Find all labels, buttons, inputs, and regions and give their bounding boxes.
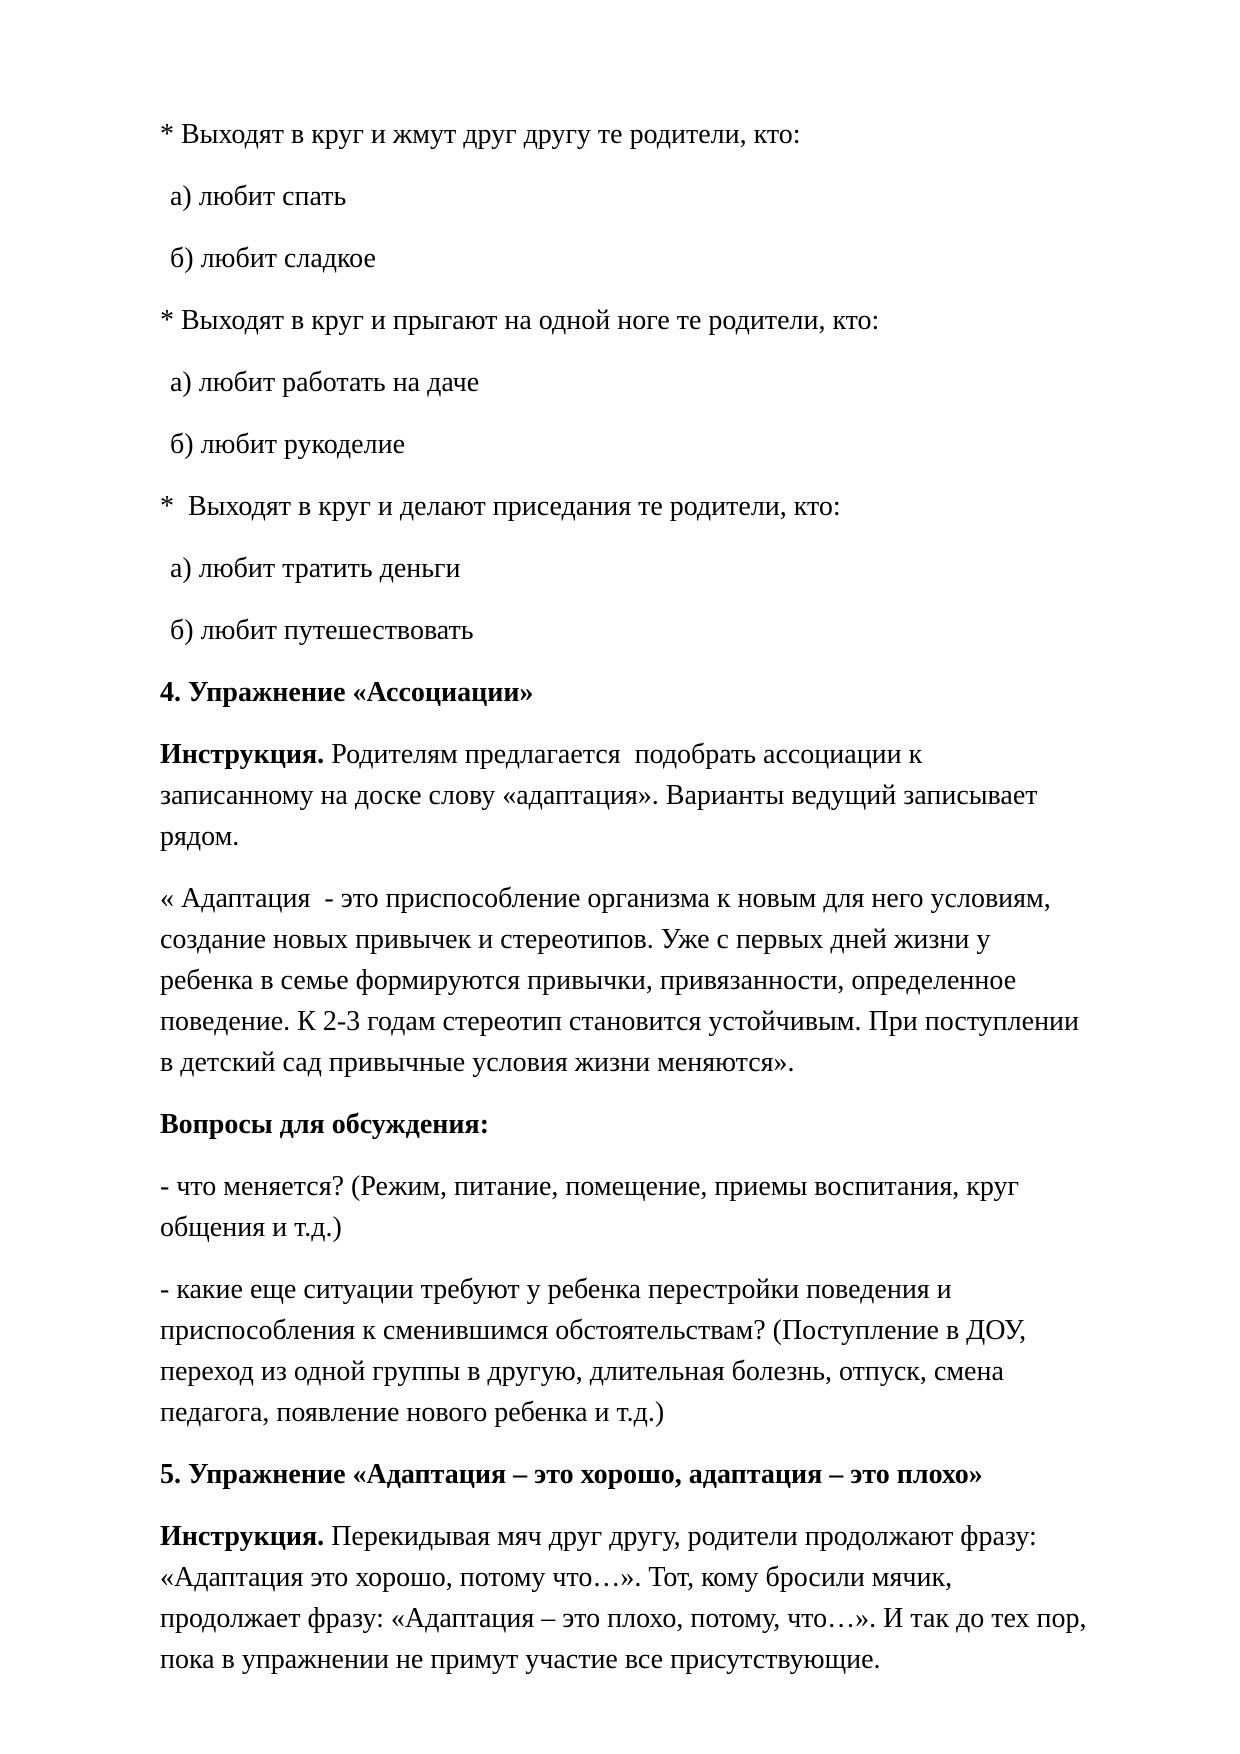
option-item: а) любит спать xyxy=(170,181,347,212)
instruction-text: Родителям предлагается подобрать ассоциации к записанному на доске слову «адаптация». Варианты ведущий записывает рядом. xyxy=(160,739,1052,852)
paragraph-question-2: - какие еще ситуации требуют у ребенка перестройки поведения и приспособления к сменившимся обстоятельствам? (Поступление в ДОУ, переход из одной группы в другую, длительная болезнь, отпуск, смена педагога, появление нового ребенка и т.д.) xyxy=(160,1274,1034,1428)
instruction-label: Инструкция. xyxy=(160,1521,325,1552)
bullet-item: * Выходят в круг и делают приседания те родители, кто: xyxy=(160,491,841,522)
section-heading-exercise-5: 5. Упражнение «Адаптация – это хорошо, адаптация – это плохо» xyxy=(160,1459,983,1490)
instruction-paragraph xyxy=(160,734,1088,857)
section-heading-exercise-4: 4. Упражнение «Ассоциации» xyxy=(160,677,534,708)
option-item: б) любит путешествовать xyxy=(170,615,474,646)
instruction-text: Перекидывая мяч друг другу, родители продолжают фразу: «Адаптация это хорошо, потому что…». Тот, кому бросили мячик, продолжает фразу: «Адаптация – это плохо, потому, что…». И так до тех пор, пока в упражнении не примут участие все присутствующие. xyxy=(160,1521,1094,1675)
bullet-item: * Выходят в круг и прыгают на одной ноге те родители, кто: xyxy=(160,305,880,336)
bullet-item: * Выходят в круг и жмут друг другу те родители, кто: xyxy=(160,119,801,150)
option-item: а) любит тратить деньги xyxy=(170,553,461,584)
paragraph-adaptation-definition: « Адаптация - это приспособление организма к новым для него условиям, создание новых привычек и стереотипов. Уже с первых дней жизни у ребенка в семье формируются привычки, привязанности, определенное поведение. К 2-3 годам стереотип становится устойчивым. При поступлении в детский сад привычные условия жизни меняются». xyxy=(160,883,1087,1078)
option-item: б) любит рукоделие xyxy=(170,429,405,460)
section-heading-discussion-questions: Вопросы для обсуждения: xyxy=(160,1109,490,1140)
option-item: а) любит работать на даче xyxy=(170,367,480,398)
instruction-label: Инструкция. xyxy=(160,739,325,770)
instruction-paragraph xyxy=(160,1516,1094,1680)
option-item: б) любит сладкое xyxy=(170,243,376,274)
paragraph-question-1: - что меняется? (Режим, питание, помещение, приемы воспитания, круг общения и т.д.) xyxy=(160,1171,1027,1243)
